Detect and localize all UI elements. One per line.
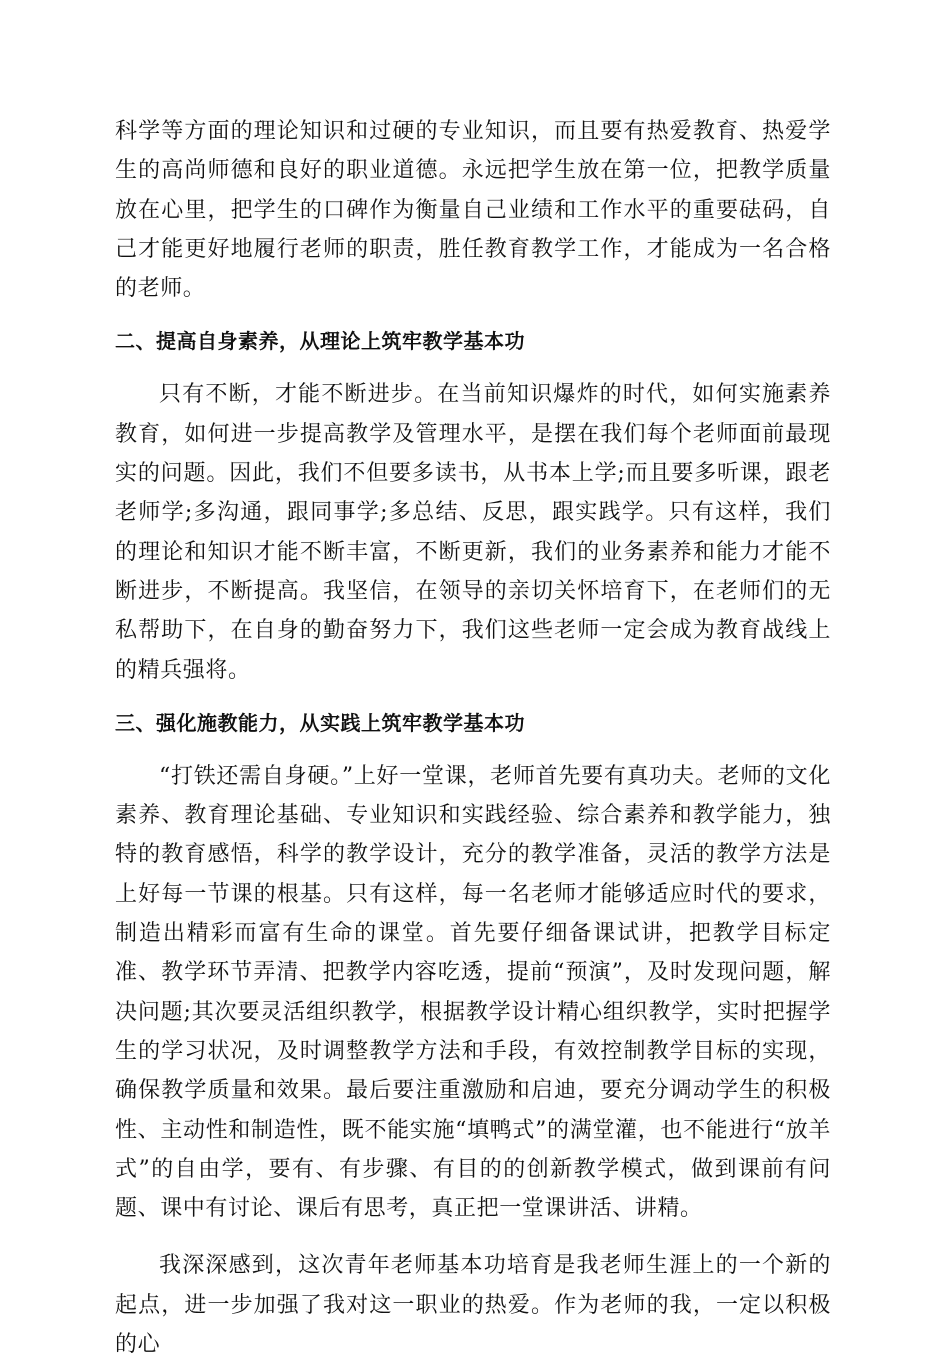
paragraph-theory: 只有不断，才能不断进步。在当前知识爆炸的时代，如何实施素养教育，如何进一步提高教学及管理水平，是摆在我们每个老师面前最现实的问题。因此，我们不但要多读书，从书本上学;而且要多听课，跟老老师学;多沟通，跟同事学;多总结、反思，跟实践学。只有这样，我们的理论和知识才能不断丰富，不断更新，我们的业务素养和能力才能不断进步，不断提高。我坚信，在领导的亲切关怀培育下，在老师们的无私帮助下，在自身的勤奋努力下，我们这些老师一定会成为教育战线上的精兵强将。 <box>115 382 831 683</box>
section-heading-3: 三、强化施教能力，从实践上筑牢教学基本功 <box>115 710 525 735</box>
paragraph-conclusion: 我深深感到，这次青年老师基本功培育是我老师生涯上的一个新的起点，进一步加强了我对这一职业的热爱。作为老师的我，一定以积极的心 <box>115 1253 831 1358</box>
section-heading-2: 二、提高自身素养，从理论上筑牢教学基本功 <box>115 329 525 354</box>
paragraph-practice: “打铁还需自身硬。”上好一堂课，老师首先要有真功夫。老师的文化素养、教育理论基础、专业知识和实践经验、综合素养和教学能力，独特的教育感悟，科学的教学设计，充分的教学准备，灵活的教学方法是上好每一节课的根基。只有这样，每一名老师才能够适应时代的要求，制造出精彩而富有生命的课堂。首先要仔细备课试讲，把教学目标定准、教学环节弄清、把教学内容吃透，提前“预演”，及时发现问题，解决问题;其次要灵活组织教学，根据教学设计精心组织教学，实时把握学生的学习状况，及时调整教学方法和手段，有效控制教学目标的实现，确保教学质量和效果。最后要注重激励和启迪，要充分调动学生的积极性、主动性和制造性，既不能实施“填鸭式”的满堂灌，也不能进行“放羊式”的自由学，要有、有步骤、有目的的创新教学模式，做到课前有问题、课中有讨论、课后有思考，真正把一堂课讲活、讲精。 <box>115 763 831 1222</box>
document-body <box>115 112 831 1364</box>
paragraph-spacer <box>115 1228 831 1246</box>
paragraph-continuation: 科学等方面的理论知识和过硬的专业知识，而且要有热爱教育、热爱学生的高尚师德和良好的职业道德。永远把学生放在第一位，把教学质量放在心里，把学生的口碑作为衡量自己业绩和工作水平的重要砝码，自己才能更好地履行老师的职责，胜任教育教学工作，才能成为一名合格的老师。 <box>115 119 831 302</box>
